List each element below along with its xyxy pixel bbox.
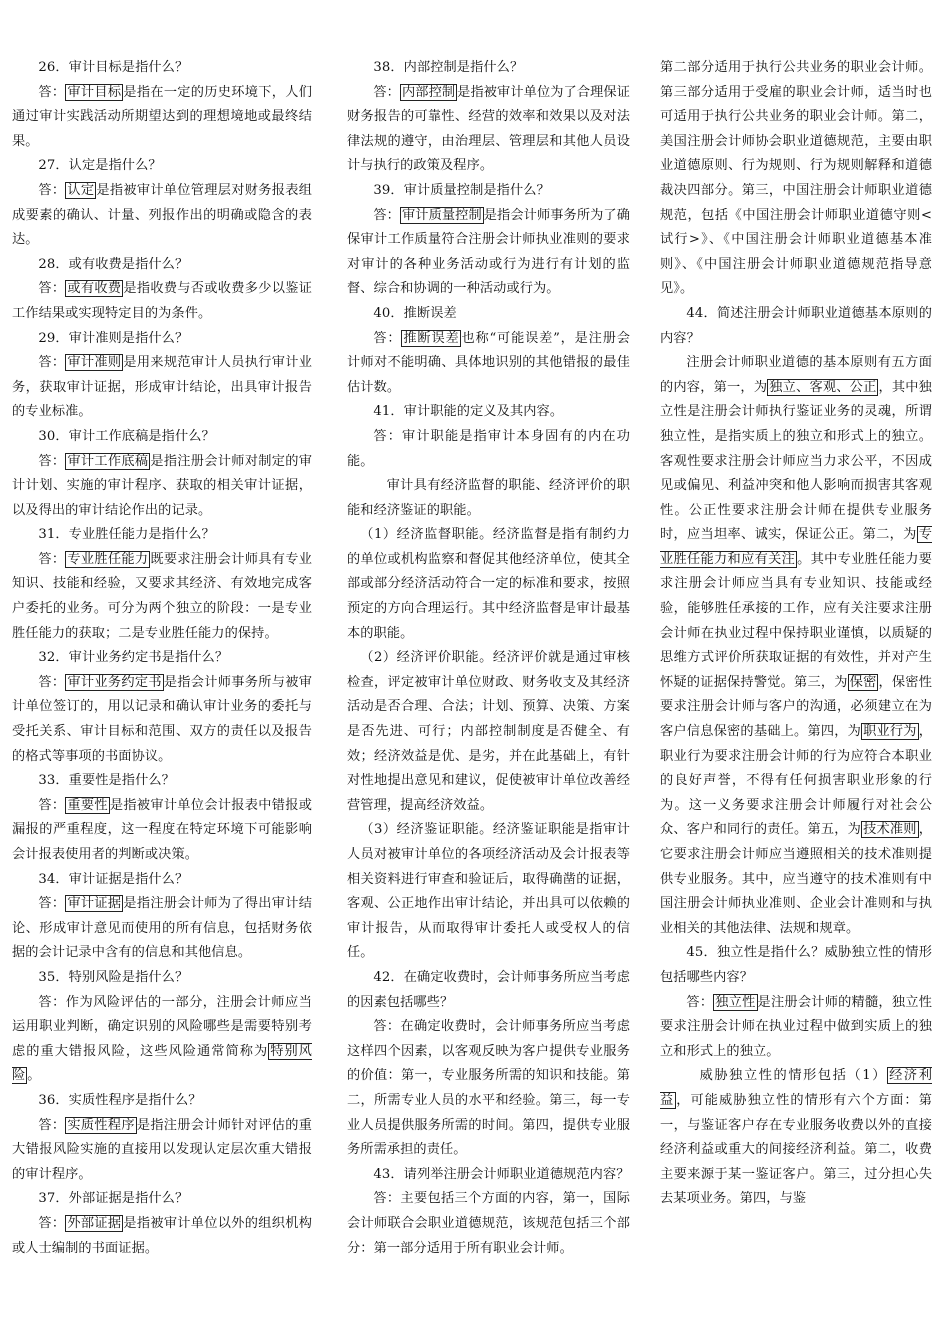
answer-text: 也称“可能误差”，是注册会计师对不能明确、具体地识别的其他错报的最佳估计数。 [347,330,630,395]
boxed-term: 独立、客观、公正 [769,379,877,395]
boxed-term: 审计工作底稿 [67,453,149,469]
boxed-term: 保密 [849,674,877,690]
text-column-middle [347,56,630,1261]
answer-text: 答：在确定收费时，会计师事务所应当考虑这样四个因素，以客观反映为客户提供专业服务的价值：第一，专业服务所需的知识和技能。第二，所需专业人员的水平和经验。第三，每一专业人员提供服务所需的时间。第四，提供专业服务所需承担的责任。 [347,1019,630,1158]
boxed-term: 特别风险 [12,1043,312,1084]
answer-text: 是指被审计单位以外的组织机构或人士编制的书面证据。 [12,1215,312,1256]
question-heading: 44．简述注册会计师职业道德基本原则的内容？ [660,305,932,346]
answer-text: 是指会计师事务所为了确保审计工作质量符合注册会计师执业准则的要求对审计的各种业务活动或行为进行有计划的监督、综合和协调的一种活动或行为。 [347,207,630,297]
answer-prefix: 答： [38,797,66,813]
answer-paragraph [12,892,312,966]
answer-prefix: 答： [38,182,66,198]
paragraph-text: 。其中专业胜任能力要求注册会计师应当具有专业知识、技能或经验，能够胜任承接的工作，应有关注要求注册会计师在执业过程中保持职业谨慎，以质疑的思维方式评价所获取证据的有效性，并对产生怀疑的证据保持警觉。第三，为 [660,551,933,690]
boxed-term: 独立性 [715,994,756,1010]
question-heading: 34．审计证据是指什么？ [38,871,189,887]
answer-text: 是指注册会计师针对评估的重大错报风险实施的直接用以发现认定层次重大错报的审计程序。 [12,1117,312,1182]
boxed-term: 专业胜任能力 [67,551,149,567]
answer-text: 既要求注册会计师具有专业知识、技能和经验，又要求其经济、有效地完成客户委托的业务。可分为两个独立的阶段：一是专业胜任能力的获取；二是专业胜任能力的保持。 [12,551,313,641]
answer-paragraph [12,351,312,425]
question-heading: 33．重要性是指什么？ [38,773,175,789]
text-column-right [660,56,932,1212]
question-heading: 28．或有收费是指什么？ [38,256,189,272]
boxed-term: 外部证据 [67,1215,122,1231]
paragraph-text: ，保密性要求注册会计师与客户的沟通，必须建立在为客户信息保密的基础上。第四，为 [660,674,932,740]
answer-paragraph [12,277,312,326]
text-column-left [12,56,312,1261]
answer-paragraph [12,991,312,1089]
question-heading: 38．内部控制是指什么？ [373,60,524,75]
question-heading: 40．推断误差 [373,305,457,321]
body-paragraph: （3）经济鉴证职能。经济鉴证职能是指审计人员对被审计单位的各项经济活动及会计报表等相关资料进行审查和验证后，取得确凿的证据，客观、公正地作出审计结论，并出具可以依赖的审计报告，从而取得审计委托人或受权人的信任。 [347,822,630,961]
answer-prefix: 答： [38,896,66,912]
question-heading: 45．独立性是指什么？威胁独立性的情形包括哪些内容？ [660,945,932,985]
answer-text: 是指在一定的历史环境下，人们通过审计实践活动所期望达到的理想境地或最终结果。 [12,84,312,149]
answer-prefix: 答： [373,207,400,223]
boxed-term: 内部控制 [401,84,456,100]
answer-prefix: 答： [38,1117,66,1133]
answer-prefix: 答： [38,84,66,100]
answer-text: 是指收费与否或收费多少以鉴证工作结果或实现特定目的为条件。 [12,281,312,321]
answer-prefix: 答： [38,453,66,469]
paragraph-text: ，可能威胁独立性的情形有六个方面：第一，与鉴证客户存在专业服务收费以外的直接经济利益或重大的间接经济利益。第二，收费主要来源于某一鉴证客户。第三，过分担心失去某项业务。第四，与鉴 [660,1092,932,1207]
answer-text: 是指被审计单位会计报表中错报或漏报的严重程度，这一程度在特定环境下可能影响会计报表使用者的判断或决策。 [12,797,313,862]
answer-text: 是注册会计师的精髓，独立性要求注册会计师在执业过程中做到实质上的独立和形式上的独立。 [660,994,932,1059]
boxed-term: 技术准则 [863,822,917,838]
question-heading: 36．实质性程序是指什么？ [38,1092,202,1108]
boxed-term: 专业胜任能力和应有关注 [660,527,932,567]
question-heading: 32．审计业务约定书是指什么？ [38,650,229,666]
answer-paragraph [12,179,312,253]
answer-text: 。 [27,1068,41,1084]
answer-text: 答：主要包括三个方面的内容，第一，国际会计师联合会职业道德规范，该规范包括三个部分：第一部分适用于所有职业会计师。 [347,1191,630,1256]
boxed-term: 审计准则 [67,355,122,371]
question-heading: 30．审计工作底稿是指什么？ [38,428,215,444]
boxed-term: 审计质量控制 [401,207,482,223]
answer-prefix: 答： [373,330,402,346]
answer-paragraph [347,425,630,474]
answer-text: 是指会计师事务所与被审计单位签订的，用以记录和确认审计业务的委托与受托关系、审计目标和范围、双方的责任以及报告的格式等事项的书面协议。 [12,674,312,764]
boxed-term: 审计目标 [67,84,122,100]
question-heading: 37．外部证据是指什么？ [38,1191,189,1207]
body-paragraph: （1）经济监督职能。经济监督是指有制约力的单位或机构监察和督促其他经济单位，使其全部或部分经济活动符合一定的标准和要求，按照预定的方向合理运行。其中经济监督是审计最基本的职能。 [347,527,630,641]
question-heading: 29．审计准则是指什么？ [38,330,189,346]
answer-paragraph [12,1212,312,1261]
answer-paragraph [347,1015,630,1163]
question-heading: 26．审计目标是指什么？ [38,60,189,75]
paragraph-text: ，它要求注册会计师应当遵照相关的技术准则提供专业服务。其中，应当遵守的技术准则有中国注册会计师执业准则、企业会计准则和与执业相关的其他法律、法规和规章。 [660,822,932,936]
answer-text: 是指被审计单位管理层对财务报表组成要素的确认、计量、列报作出的明确或隐含的表达。 [12,182,312,248]
question-heading: 35．特别风险是指什么？ [38,969,189,985]
answer-paragraph [347,327,630,401]
body-paragraph [660,1064,932,1212]
answer-paragraph [347,204,630,302]
question-heading: 43．请列举注册会计师职业道德规范内容？ [373,1166,630,1182]
answer-prefix: 答： [38,1215,66,1231]
boxed-term: 或有收费 [67,281,122,297]
answer-text: 是指注册会计师对制定的审计计划、实施的审计程序、获取的相关审计证据，以及得出的审计结论作出的记录。 [12,453,313,518]
question-heading: 42．在确定收费时，会计师事务所应当考虑的因素包括哪些？ [347,969,630,1010]
question-heading: 39．审计质量控制是指什么？ [373,182,550,198]
answer-prefix: 答： [38,355,66,371]
boxed-term: 实质性程序 [67,1117,135,1133]
answer-prefix: 答： [38,281,66,297]
answer-paragraph [12,548,312,646]
answer-text: 是用来规范审计人员执行审计业务，获取审计证据，形成审计结论，出具审计报告的专业标准。 [12,355,312,420]
boxed-term: 认定 [67,182,95,198]
answer-paragraph [12,794,312,868]
answer-text: 是指被审计单位为了合理保证财务报告的可靠性、经营的效率和效果以及对法律法规的遵守，由治理层、管理层和其他人员设计与执行的政策及程序。 [347,84,630,174]
answer-prefix: 答：作为风险评估的一部分，注册会计师应当运用职业判断，确定识别的风险哪些是需要特别考虑的重大错报风险，这些风险通常简称为 [12,994,312,1059]
answer-paragraph [12,1114,312,1188]
boxed-term: 经济利益 [660,1068,932,1108]
question-heading: 41．审计职能的定义及其内容。 [373,404,564,420]
answer-paragraph [347,1187,630,1261]
paragraph-text: 注册会计师职业道德的基本原则有五方面的内容，第一，为 [660,355,932,395]
answer-paragraph [12,450,312,524]
answer-paragraph [12,671,312,769]
answer-prefix: 答： [373,84,400,100]
body-paragraph: 第二部分适用于执行公共业务的职业会计师。第三部分适用于受雇的职业会计师，适当时也可适用于执行公共业务的职业会计师。第二，美国注册会计师协会职业道德规范，主要由职业道德原则、行为规则、行为规则解释和道德裁决四部分。第三，中国注册会计师职业道德规范，包括《中国注册会计师职业道德守则<试行>》、《中国注册会计师职业道德基本准则》、《中国注册会计师职业道德规范指导意见》。 [660,60,932,297]
question-heading: 31．专业胜任能力是指什么？ [38,527,215,543]
answer-text: 答：审计职能是指审计本身固有的内在功能。 [347,428,630,469]
body-paragraph [660,351,932,941]
answer-prefix: 答： [686,994,714,1010]
boxed-term: 审计证据 [67,896,122,912]
boxed-term: 审计业务约定书 [67,674,162,690]
paragraph-text: ，职业行为要求注册会计师的行为应符合本职业的良好声誉，不得有任何损害职业形象的行为。这一义务要求注册会计师履行对社会公众、客户和同行的责任。第五，为 [660,724,932,838]
body-paragraph: 审计具有经济监督的职能、经济评价的职能和经济鉴证的职能。 [347,478,630,518]
answer-prefix: 答： [38,551,66,567]
paragraph-text: 威胁独立性的情形包括（1） [699,1068,888,1084]
boxed-term: 职业行为 [863,724,917,740]
answer-text: 是指注册会计师为了得出审计结论、形成审计意见而使用的所有信息，包括财务依据的会计记录中含有的信息和其他信息。 [12,896,312,961]
answer-paragraph [12,81,312,155]
answer-paragraph [660,991,932,1065]
boxed-term: 推断误差 [403,330,460,346]
question-heading: 27．认定是指什么？ [38,158,162,174]
answer-paragraph [347,81,630,179]
boxed-term: 重要性 [67,797,108,813]
paragraph-text: ，其中独立性是注册会计师执行鉴证业务的灵魂，所谓独立性，是指实质上的独立和形式上的独立。客观性要求注册会计师应当力求公平，不因成见或偏见、利益冲突和他人影响而损害其客观性。公正性要求注册会计师在提供专业服务时，应当坦率、诚实，保证公正。第二，为 [660,379,932,543]
body-paragraph: （2）经济评价职能。经济评价就是通过审核检查，评定被审计单位财政、财务收支及其经济活动是否合理、合法；计划、预算、决策、方案是否先进、可行；内部控制制度是否健全、有效；经济效益是优、是劣，并在此基础上，有针对性地提出意见和建议，促使被审计单位改善经营管理，提高经济效益。 [347,650,630,813]
answer-prefix: 答： [38,674,66,690]
